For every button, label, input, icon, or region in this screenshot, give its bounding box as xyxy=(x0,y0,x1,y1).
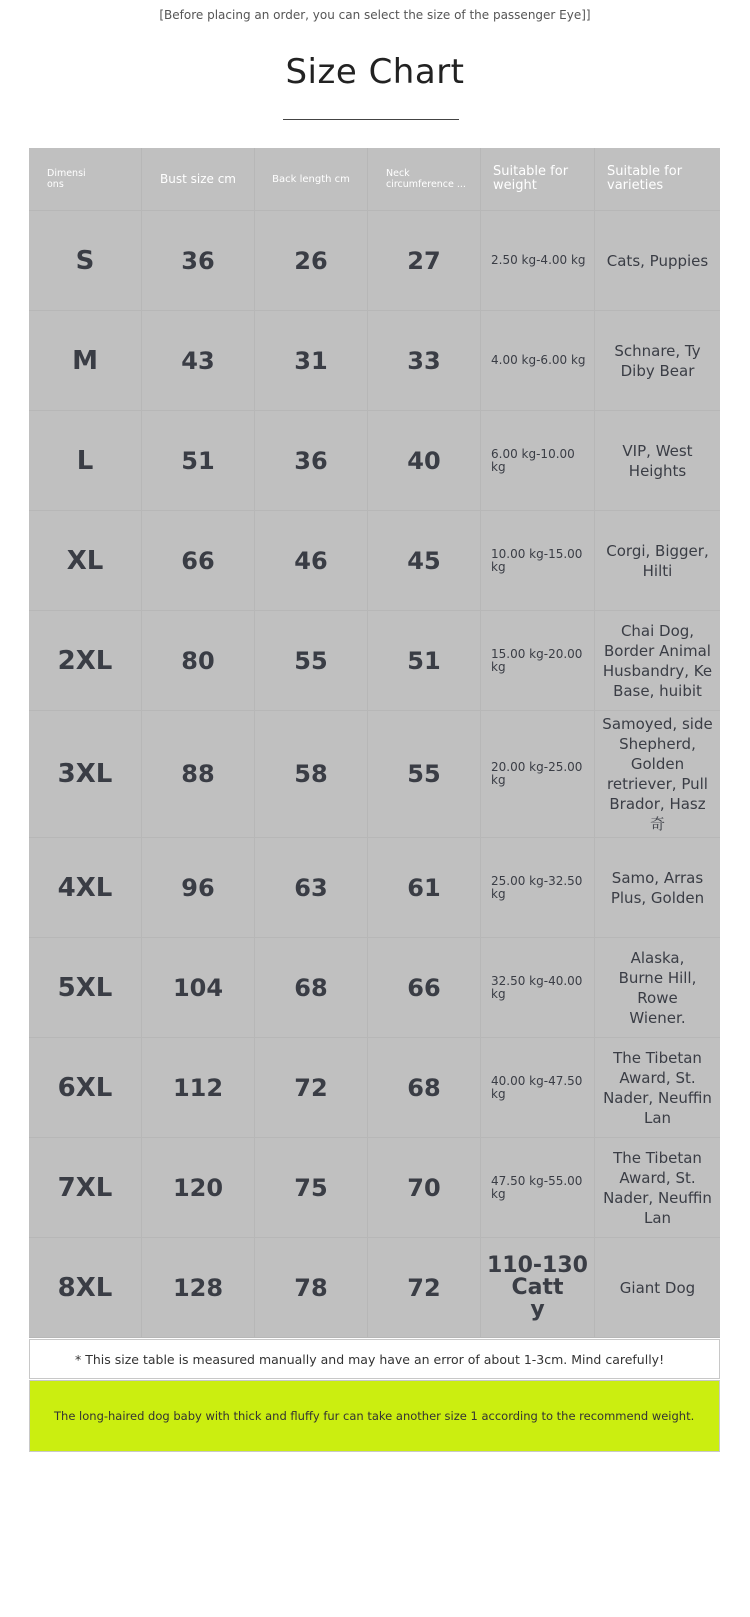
weight-cell: 47.50 kg-55.00 kg xyxy=(481,1138,595,1237)
varieties-cell: Alaska, Burne Hill, Rowe Wiener. xyxy=(618,948,697,1027)
neck-cell: 55 xyxy=(368,711,481,837)
size-cell: 5XL xyxy=(29,938,142,1037)
varieties-cell: Cats, Puppies xyxy=(606,251,709,270)
back-length-cell: 55 xyxy=(255,611,368,710)
varieties-cell: Corgi, Bigger, Hilti xyxy=(606,541,709,580)
varieties-cell: Chai Dog, Border Animal Husbandry, Ke Base, huibit xyxy=(602,621,713,700)
table-header-row xyxy=(29,148,720,211)
back-length-cell: 26 xyxy=(255,211,368,310)
varieties-cell: Samoyed, side Shepherd, Golden retriever, Pull Brador, Hasz 奇 xyxy=(602,715,713,833)
weight-cell: 32.50 kg-40.00 kg xyxy=(481,938,595,1037)
back-length-cell: 63 xyxy=(255,838,368,937)
weight-cell: 25.00 kg-32.50 kg xyxy=(481,838,595,937)
neck-cell: 72 xyxy=(368,1238,481,1337)
varieties-cell: Giant Dog xyxy=(619,1278,696,1297)
varieties-cell: Schnare, Ty Diby Bear xyxy=(614,341,701,380)
weight-cell: 10.00 kg-15.00 kg xyxy=(481,511,595,610)
size-cell: 8XL xyxy=(29,1238,142,1337)
size-cell: L xyxy=(29,411,142,510)
bust-cell: 88 xyxy=(142,711,255,837)
back-length-cell: 75 xyxy=(255,1138,368,1237)
weight-cell: 20.00 kg-25.00 kg xyxy=(481,711,595,837)
bust-cell: 43 xyxy=(142,311,255,410)
size-cell: M xyxy=(29,311,142,410)
table-row xyxy=(29,1238,720,1338)
table-row xyxy=(29,838,720,938)
size-cell: 4XL xyxy=(29,838,142,937)
weight-cell: 6.00 kg-10.00 kg xyxy=(481,411,595,510)
back-length-cell: 58 xyxy=(255,711,368,837)
bust-cell: 120 xyxy=(142,1138,255,1237)
size-table xyxy=(29,148,720,1338)
table-row xyxy=(29,211,720,311)
table-row xyxy=(29,938,720,1038)
neck-cell: 40 xyxy=(368,411,481,510)
neck-cell: 51 xyxy=(368,611,481,710)
bust-cell: 112 xyxy=(142,1038,255,1137)
size-cell: S xyxy=(29,211,142,310)
page-title: Size Chart xyxy=(285,52,465,92)
back-length-cell: 31 xyxy=(255,311,368,410)
size-cell: XL xyxy=(29,511,142,610)
weight-cell: 4.00 kg-6.00 kg xyxy=(481,311,595,410)
header-weight: Suitable for weight xyxy=(481,148,595,210)
back-length-cell: 68 xyxy=(255,938,368,1037)
bust-cell: 36 xyxy=(142,211,255,310)
back-length-cell: 36 xyxy=(255,411,368,510)
weight-cell: 15.00 kg-20.00 kg xyxy=(481,611,595,710)
weight-cell: 40.00 kg-47.50 kg xyxy=(481,1038,595,1137)
neck-cell: 68 xyxy=(368,1038,481,1137)
bust-cell: 128 xyxy=(142,1238,255,1337)
table-body xyxy=(29,211,720,1338)
size-cell: 3XL xyxy=(29,711,142,837)
footnote: * This size table is measured manually and may have an error of about 1-3cm. Mind carefully! xyxy=(29,1339,720,1379)
neck-cell: 27 xyxy=(368,211,481,310)
bust-cell: 96 xyxy=(142,838,255,937)
recommend-banner: The long-haired dog baby with thick and fluffy fur can take another size 1 according to the recommend weight. xyxy=(29,1380,720,1452)
header-back-length: Back length cm xyxy=(255,148,368,210)
table-row xyxy=(29,1138,720,1238)
varieties-cell: The Tibetan Award, St. Nader, Neuffin Lan xyxy=(603,1048,712,1127)
varieties-cell: Samo, Arras Plus, Golden xyxy=(610,868,705,907)
back-length-cell: 78 xyxy=(255,1238,368,1337)
title-underline xyxy=(283,119,459,120)
header-neck: Neck circumference ... xyxy=(368,148,481,210)
top-note: [Before placing an order, you can select the size of the passenger Eye]] xyxy=(159,8,591,22)
header-bust: Bust size cm xyxy=(142,148,255,210)
neck-cell: 61 xyxy=(368,838,481,937)
bust-cell: 51 xyxy=(142,411,255,510)
table-row xyxy=(29,611,720,711)
bust-cell: 104 xyxy=(142,938,255,1037)
weight-cell: 2.50 kg-4.00 kg xyxy=(481,211,595,310)
size-cell: 6XL xyxy=(29,1038,142,1137)
varieties-cell: The Tibetan Award, St. Nader, Neuffin Lan xyxy=(603,1148,712,1227)
header-dimensions: Dimensi ons xyxy=(29,148,142,210)
table-row xyxy=(29,511,720,611)
back-length-cell: 46 xyxy=(255,511,368,610)
varieties-cell: VIP, West Heights xyxy=(622,441,693,480)
table-row xyxy=(29,711,720,838)
table-row xyxy=(29,311,720,411)
bust-cell: 66 xyxy=(142,511,255,610)
neck-cell: 33 xyxy=(368,311,481,410)
neck-cell: 70 xyxy=(368,1138,481,1237)
table-row xyxy=(29,1038,720,1138)
header-varieties: Suitable for varieties xyxy=(607,164,683,193)
weight-cell: 110-130 Catt y xyxy=(481,1238,595,1337)
neck-cell: 66 xyxy=(368,938,481,1037)
neck-cell: 45 xyxy=(368,511,481,610)
bust-cell: 80 xyxy=(142,611,255,710)
size-cell: 2XL xyxy=(29,611,142,710)
back-length-cell: 72 xyxy=(255,1038,368,1137)
table-row xyxy=(29,411,720,511)
size-cell: 7XL xyxy=(29,1138,142,1237)
